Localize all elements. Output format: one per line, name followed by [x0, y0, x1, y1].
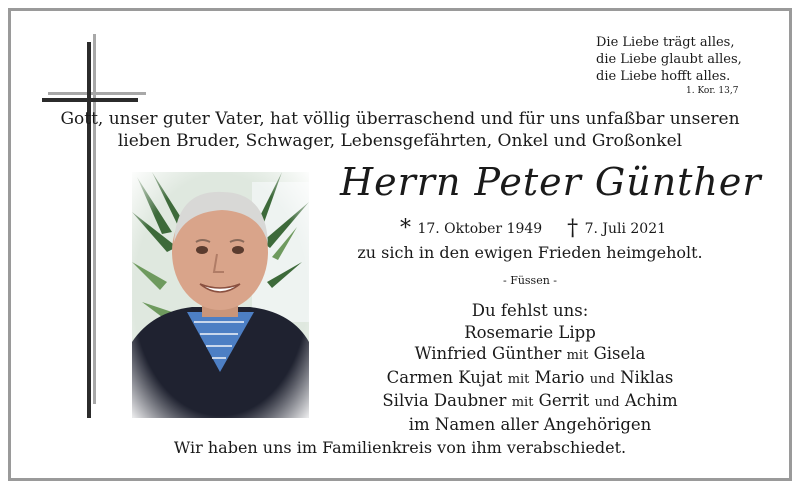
- mourner-line: [330, 343, 730, 367]
- mourner-name: Mario: [534, 367, 585, 387]
- mourner-line: im Namen aller Angehörigen: [408, 414, 652, 434]
- birth-star-icon: *: [400, 216, 411, 241]
- portrait-photo: [132, 172, 309, 418]
- connector-word: und: [594, 395, 620, 410]
- connector-word: mit: [566, 348, 589, 363]
- mourner-line: [330, 390, 730, 414]
- mourner-name: Niklas: [620, 367, 674, 387]
- cross-shadow-horizontal: [48, 92, 146, 95]
- mourner-name: Silvia Daubner: [382, 391, 507, 410]
- quote-line: Die Liebe trägt alles,: [596, 35, 735, 50]
- bible-quote: [596, 34, 756, 85]
- connector-word: mit: [511, 395, 534, 410]
- deceased-name: Herrn Peter Günther: [340, 160, 762, 204]
- death-date: 7. Juli 2021: [584, 221, 667, 237]
- mourner-name: Gisela: [593, 344, 646, 363]
- mourners-list: [330, 300, 730, 435]
- cross-horizontal-bar: [42, 98, 138, 102]
- heimgeholt-text: zu sich in den ewigen Frieden heimgeholt.: [357, 243, 703, 262]
- death-cross-icon: †: [567, 216, 579, 241]
- mourner-name: Gerrit: [538, 391, 590, 410]
- mourners-heading: Du fehlst uns:: [471, 301, 589, 320]
- intro-text: [40, 108, 760, 152]
- quote-line: die Liebe glaubt alles,: [596, 52, 742, 67]
- quote-line: die Liebe hofft alles.: [596, 69, 731, 84]
- quote-reference: 1. Kor. 13,7: [686, 86, 739, 96]
- mourner-line: [330, 367, 730, 391]
- mourner-name: Achim: [624, 391, 678, 410]
- connector-word: mit: [507, 371, 530, 387]
- connector-word: und: [589, 371, 615, 387]
- mourner-line: Rosemarie Lipp: [464, 322, 596, 342]
- intro-line: lieben Bruder, Schwager, Lebensgefährten, Onkel und Großonkel: [117, 131, 683, 151]
- mourner-name: Winfried Günther: [414, 344, 562, 363]
- life-dates: [400, 216, 667, 241]
- mourner-name: Carmen Kujat: [386, 367, 503, 387]
- closing-text: Wir haben uns im Familienkreis von ihm verabschiedet.: [173, 438, 627, 457]
- place-name: - Füssen -: [502, 274, 558, 287]
- intro-line: Gott, unser guter Vater, hat völlig überraschend und für uns unfaßbar unseren: [60, 109, 740, 129]
- birth-date: 17. Oktober 1949: [417, 221, 543, 237]
- cross-shadow-vertical: [93, 34, 96, 404]
